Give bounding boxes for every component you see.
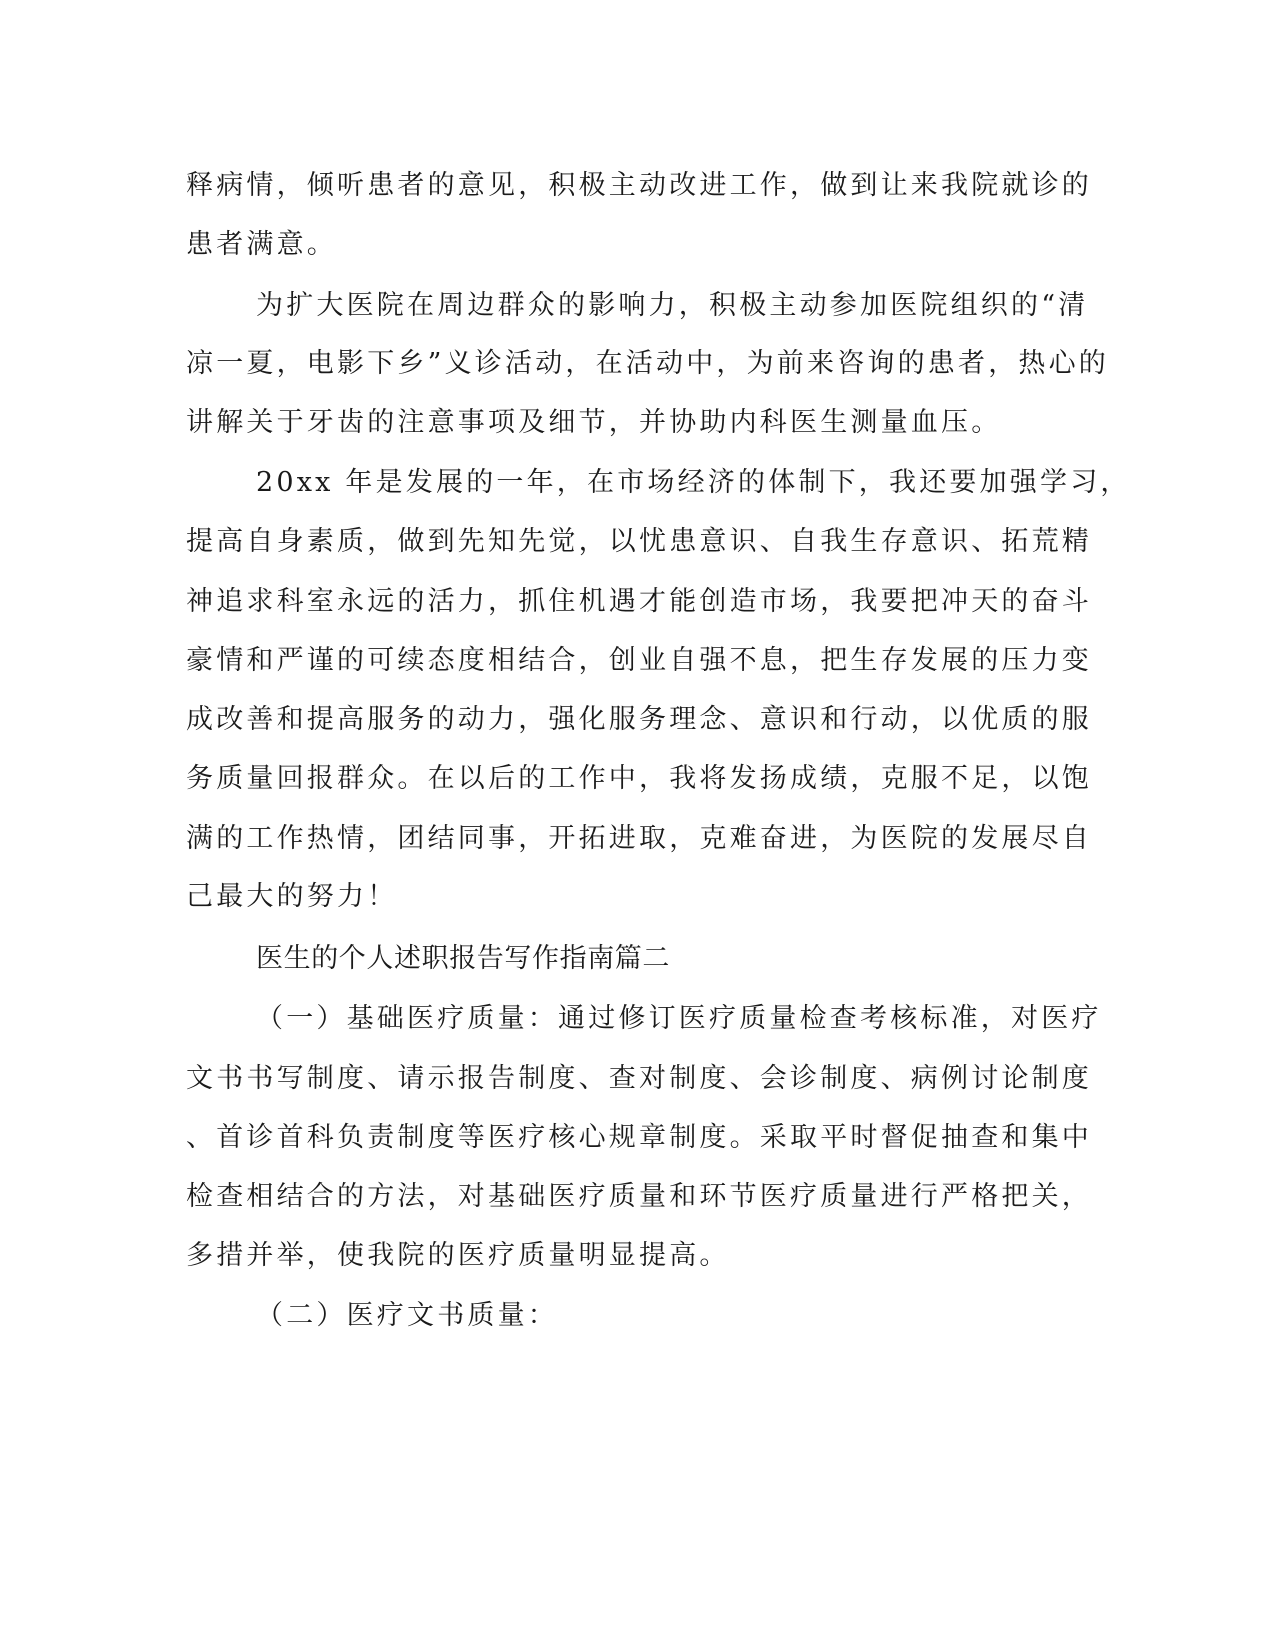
section-heading: 医生的个人述职报告写作指南篇二 bbox=[256, 943, 670, 974]
paragraph-line: 满的工作热情，团结同事，开拓进取，克难奋进，为医院的发展尽自 bbox=[186, 823, 1092, 854]
paragraph-line: 提高自身素质，做到先知先觉，以忧患意识、自我生存意识、拓荒精 bbox=[186, 526, 1092, 557]
paragraph-line: 为扩大医院在周边群众的影响力，积极主动参加医院组织的“清 bbox=[256, 290, 1089, 321]
paragraph-line: 、首诊首科负责制度等医疗核心规章制度。采取平时督促抽查和集中 bbox=[186, 1122, 1092, 1153]
paragraph-line: （一）基础医疗质量：通过修订医疗质量检查考核标准，对医疗 bbox=[256, 1003, 1102, 1034]
paragraph-line: 成改善和提高服务的动力，强化服务理念、意识和行动，以优质的服 bbox=[186, 704, 1092, 735]
paragraph-line: 文书书写制度、请示报告制度、查对制度、会诊制度、病例讨论制度 bbox=[186, 1063, 1092, 1094]
paragraph-line: 神追求科室永远的活力，抓住机遇才能创造市场，我要把冲天的奋斗 bbox=[186, 586, 1092, 617]
paragraph-line: 务质量回报群众。在以后的工作中，我将发扬成绩，克服不足，以饱 bbox=[186, 763, 1092, 794]
paragraph-line: 患者满意。 bbox=[186, 229, 337, 260]
paragraph-line: 20xx 年是发展的一年，在市场经济的体制下，我还要加强学习， bbox=[256, 467, 1131, 498]
paragraph-line: 豪情和严谨的可续态度相结合，创业自强不息，把生存发展的压力变 bbox=[186, 645, 1092, 676]
paragraph-line: 讲解关于牙齿的注意事项及细节，并协助内科医生测量血压。 bbox=[186, 407, 1002, 438]
paragraph-line: 己最大的努力！ bbox=[186, 881, 398, 912]
paragraph-line: 多措并举，使我院的医疗质量明显提高。 bbox=[186, 1240, 730, 1271]
paragraph-line: 检查相结合的方法，对基础医疗质量和环节医疗质量进行严格把关， bbox=[186, 1181, 1092, 1212]
subsection-heading: （二）医疗文书质量： bbox=[256, 1300, 558, 1331]
paragraph-line: 释病情，倾听患者的意见，积极主动改进工作，做到让来我院就诊的 bbox=[186, 170, 1092, 201]
paragraph-line: 凉一夏，电影下乡”义诊活动，在活动中，为前来咨询的患者，热心的 bbox=[186, 348, 1110, 379]
